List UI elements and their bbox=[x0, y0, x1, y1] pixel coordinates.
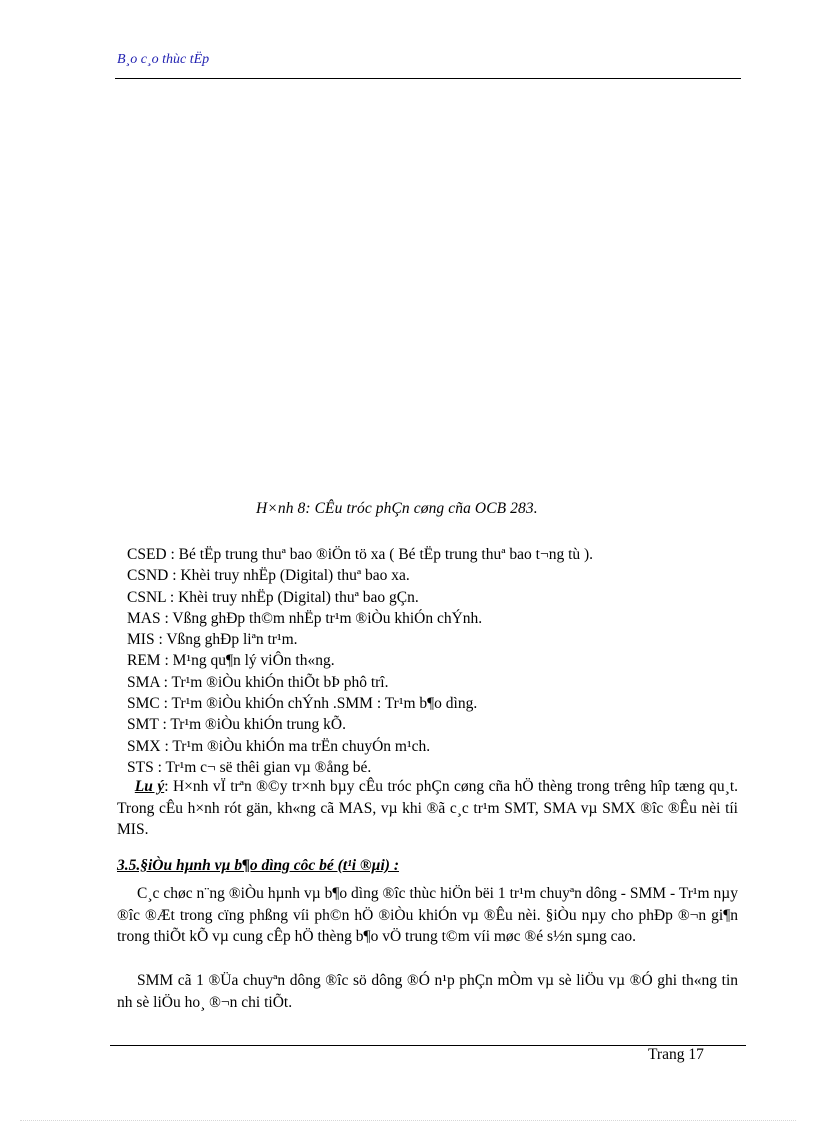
body-paragraph: SMM cã 1 ®Üa chuyªn dông ®îc sö dông ®Ó n¹p phÇn mÒm vµ sè liÖu vµ ®Ó ghi th«ng tin nh sè liÖu ho¸ ®¬n chi tiÕt. bbox=[117, 972, 738, 1011]
abbreviation-item: MIS : Vßng ghÐp liªn tr¹m. bbox=[127, 631, 298, 649]
abbreviation-item: REM : M¹ng qu¶n lý viÔn th«ng. bbox=[127, 652, 335, 670]
abbreviation-item: STS : Tr¹m c¬ së thêi gian vµ ®ång bé. bbox=[127, 758, 372, 776]
abbreviation-item: SMT : Tr¹m ®iÒu khiÓn trung kÕ. bbox=[127, 716, 346, 734]
header-divider bbox=[115, 78, 741, 79]
section-heading: 3.5.§iÒu hµnh vµ b¶o dìng côc bé (t¹i ®µi) : bbox=[117, 857, 399, 874]
abbreviation-item: SMA : Tr¹m ®iÒu khiÓn thiÕt bÞ phô trî. bbox=[127, 673, 389, 691]
note-paragraph bbox=[117, 776, 738, 841]
figure-caption: H×nh 8: CÊu tróc phÇn cøng cña OCB 283. bbox=[256, 500, 538, 517]
page-edge bbox=[20, 1120, 796, 1121]
abbreviation-item: CSNL : Khèi truy nhËp (Digital) thuª bao gÇn. bbox=[127, 588, 419, 606]
abbreviation-item: CSED : Bé tËp trung thuª bao ®iÖn tö xa ( Bé tËp trung thuª bao t¬ng tù ). bbox=[127, 546, 594, 563]
abbreviation-item: CSND : Khèi truy nhËp (Digital) thuª bao xa. bbox=[127, 567, 410, 585]
abbreviation-item: MAS : Vßng ghÐp th©m nhËp tr¹m ®iÒu khiÓn chÝnh. bbox=[127, 609, 483, 627]
page-header-title: B¸o c¸o thùc tËp bbox=[117, 52, 210, 67]
abbreviation-list bbox=[127, 544, 593, 778]
page-number: Trang 17 bbox=[648, 1046, 704, 1063]
abbreviation-item: SMC : Tr¹m ®iÒu khiÓn chÝnh .SMM : Tr¹m b¶o dìng. bbox=[127, 695, 478, 713]
abbreviation-item: SMX : Tr¹m ®iÒu khiÓn ma trËn chuyÓn m¹ch. bbox=[127, 737, 431, 755]
note-label: Lu ý bbox=[134, 778, 165, 795]
body-paragraph: C¸c chøc n¨ng ®iÒu hµnh vµ b¶o dìng ®îc thùc hiÖn bëi 1 tr¹m chuyªn dông - SMM - Tr¹m nµy ®îc ®Æt trong cïng phßng víi ph©n hÖ ®iÒu khiÓn vµ ®Êu nèi. §iÒu nµy cho phÐp ®¬n gi¶n trong thiÕt kÕ vµ cung cÊp hÖ thèng b¶o vÖ trung t©m víi møc ®é s½n sµng cao. bbox=[117, 885, 738, 945]
note-text: : H×nh vÏ trªn ®©y tr×nh bµy cÊu tróc phÇn cøng cña hÖ thèng trong trêng hîp tæng qu¸t. Trong cÊu h×nh rót gän, kh«ng cã MAS, vµ khi ®ã c¸c tr¹m SMT, SMA vµ SMX ®îc ®Êu nèi tíi MIS. bbox=[117, 778, 739, 838]
